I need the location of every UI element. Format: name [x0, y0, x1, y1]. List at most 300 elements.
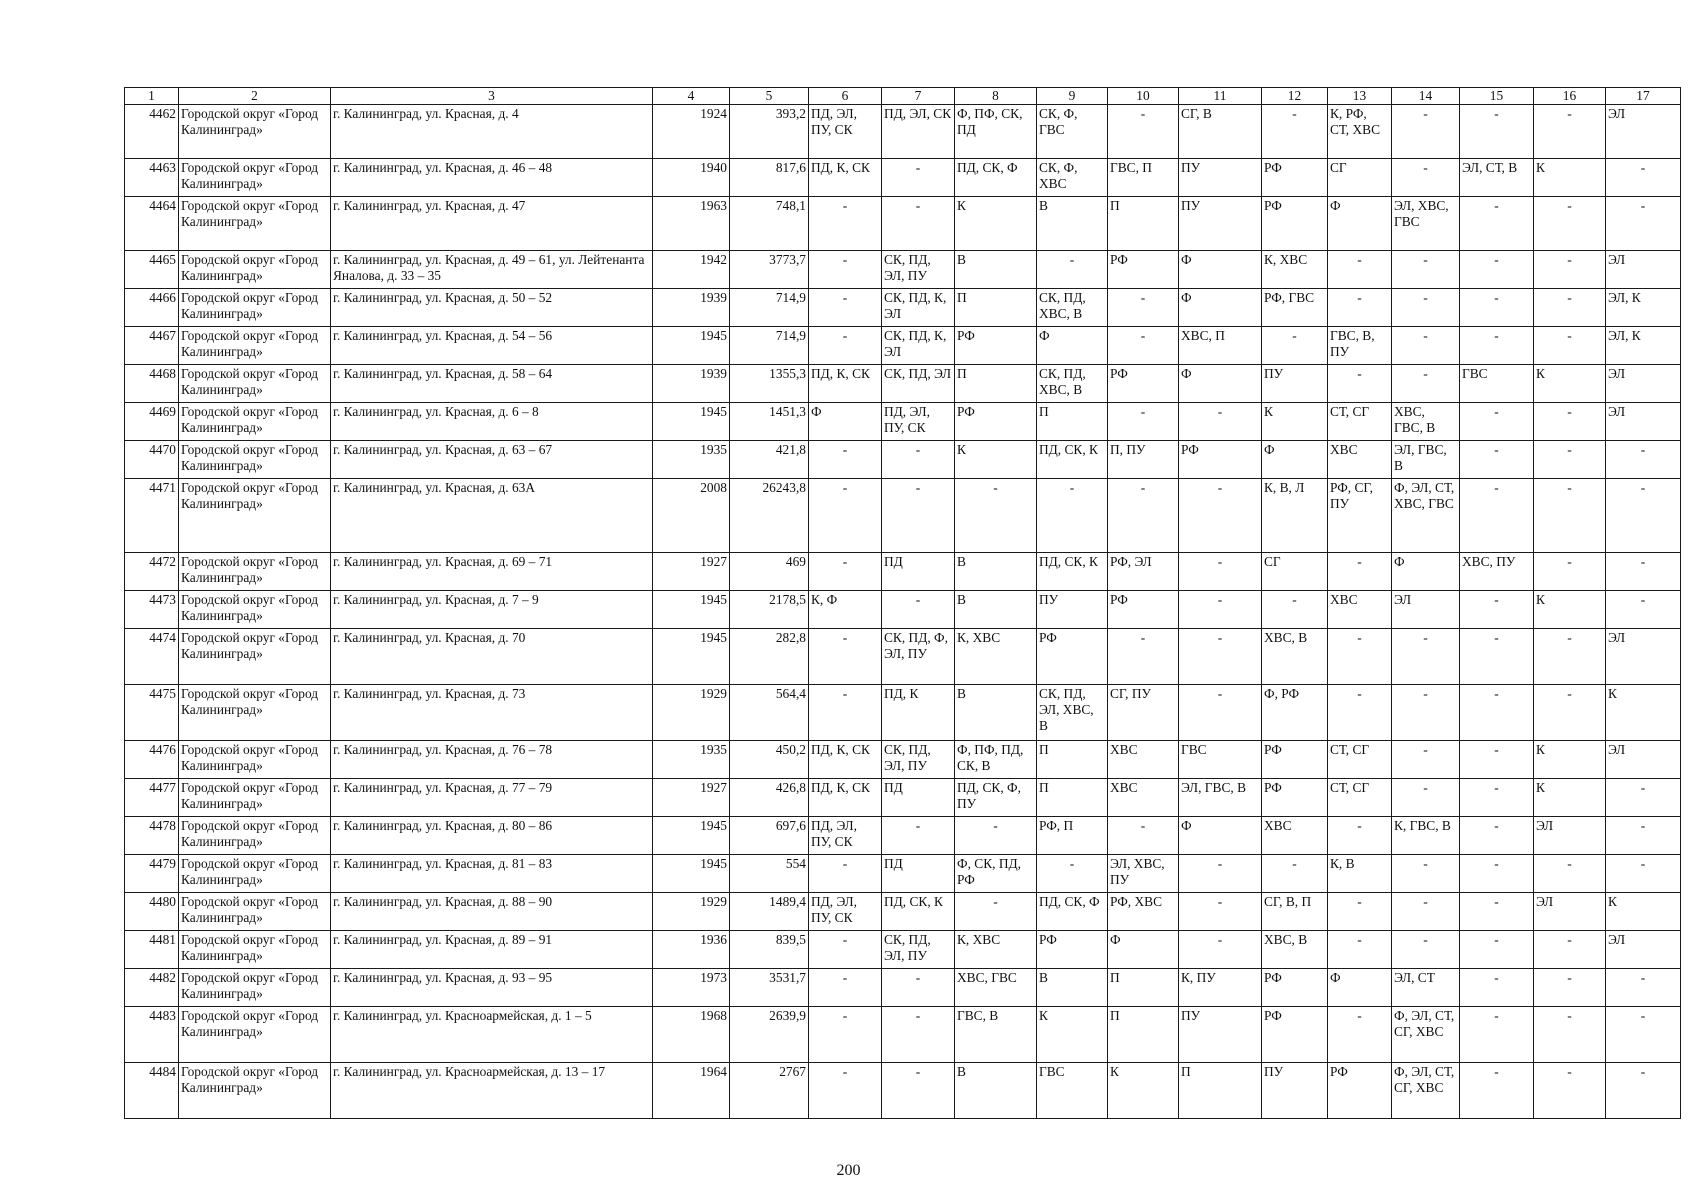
table-cell-col-15: - — [1460, 817, 1534, 855]
table-cell-col-7: - — [882, 1007, 955, 1063]
table-cell-col-2: Городской округ «Город Калининград» — [179, 893, 331, 931]
col-header-4: 4 — [653, 88, 730, 105]
table-cell-col-4: 1940 — [653, 159, 730, 197]
table-row — [125, 969, 1681, 1007]
table-cell-col-10: ЭЛ, ХВС, ПУ — [1108, 855, 1179, 893]
table-cell-col-16: К — [1534, 365, 1606, 403]
table-cell-col-6: - — [809, 629, 882, 685]
table-cell-col-12: - — [1262, 855, 1328, 893]
table-cell-col-5: 2639,9 — [730, 1007, 809, 1063]
table-cell-col-7: СК, ПД, ЭЛ — [882, 365, 955, 403]
table-cell-col-7: ПД — [882, 553, 955, 591]
table-cell-col-8: В — [955, 1063, 1037, 1119]
table-cell-col-14: Ф, ЭЛ, СТ, СГ, ХВС — [1392, 1063, 1460, 1119]
table-cell-col-10: - — [1108, 289, 1179, 327]
table-cell-col-2: Городской округ «Город Калининград» — [179, 441, 331, 479]
table-cell-col-13: Ф — [1328, 197, 1392, 251]
table-cell-col-2: Городской округ «Город Калининград» — [179, 197, 331, 251]
table-cell-col-17: К — [1606, 893, 1681, 931]
table-cell-col-1: 4470 — [125, 441, 179, 479]
table-cell-col-10: ГВС, П — [1108, 159, 1179, 197]
table-cell-col-16: К — [1534, 741, 1606, 779]
table-cell-col-10: - — [1108, 327, 1179, 365]
table-cell-col-2: Городской округ «Город Калининград» — [179, 741, 331, 779]
table-cell-col-3: г. Калининград, ул. Красная, д. 54 – 56 — [331, 327, 653, 365]
table-cell-col-3: г. Калининград, ул. Красная, д. 89 – 91 — [331, 931, 653, 969]
table-cell-col-10: РФ — [1108, 251, 1179, 289]
table-cell-col-1: 4481 — [125, 931, 179, 969]
table-cell-col-17: ЭЛ — [1606, 105, 1681, 159]
table-cell-col-1: 4478 — [125, 817, 179, 855]
table-cell-col-6: - — [809, 251, 882, 289]
table-cell-col-17: ЭЛ — [1606, 931, 1681, 969]
table-cell-col-7: - — [882, 197, 955, 251]
table-cell-col-16: - — [1534, 1063, 1606, 1119]
table-cell-col-14: - — [1392, 365, 1460, 403]
table-row — [125, 855, 1681, 893]
col-header-2: 2 — [179, 88, 331, 105]
table-cell-col-8: В — [955, 685, 1037, 741]
table-cell-col-15: - — [1460, 629, 1534, 685]
table-cell-col-11: ГВС — [1179, 741, 1262, 779]
table-cell-col-3: г. Калининград, ул. Красная, д. 63А — [331, 479, 653, 553]
table-cell-col-8: К, ХВС — [955, 629, 1037, 685]
table-cell-col-9: РФ — [1037, 931, 1108, 969]
table-cell-col-12: ХВС, В — [1262, 931, 1328, 969]
table-cell-col-2: Городской округ «Город Калининград» — [179, 251, 331, 289]
col-header-10: 10 — [1108, 88, 1179, 105]
table-cell-col-13: - — [1328, 251, 1392, 289]
table-cell-col-1: 4482 — [125, 969, 179, 1007]
table-cell-col-15: ХВС, ПУ — [1460, 553, 1534, 591]
table-cell-col-8: ХВС, ГВС — [955, 969, 1037, 1007]
table-cell-col-12: ХВС — [1262, 817, 1328, 855]
table-cell-col-12: РФ — [1262, 969, 1328, 1007]
table-cell-col-10: - — [1108, 403, 1179, 441]
table-cell-col-10: - — [1108, 817, 1179, 855]
table-cell-col-5: 2178,5 — [730, 591, 809, 629]
table-cell-col-16: - — [1534, 1007, 1606, 1063]
table-cell-col-9: П — [1037, 741, 1108, 779]
table-row — [125, 629, 1681, 685]
table-cell-col-11: ЭЛ, ГВС, В — [1179, 779, 1262, 817]
table-cell-col-9: - — [1037, 855, 1108, 893]
table-cell-col-17: ЭЛ — [1606, 629, 1681, 685]
table-cell-col-9: СК, ПД, ХВС, В — [1037, 289, 1108, 327]
table-cell-col-2: Городской округ «Город Калининград» — [179, 159, 331, 197]
table-cell-col-12: РФ, ГВС — [1262, 289, 1328, 327]
table-cell-col-7: ПД — [882, 779, 955, 817]
table-cell-col-15: - — [1460, 685, 1534, 741]
table-cell-col-4: 1945 — [653, 591, 730, 629]
table-cell-col-14: К, ГВС, В — [1392, 817, 1460, 855]
table-cell-col-6: - — [809, 931, 882, 969]
table-cell-col-12: К, ХВС — [1262, 251, 1328, 289]
table-cell-col-14: - — [1392, 779, 1460, 817]
table-cell-col-15: - — [1460, 327, 1534, 365]
table-cell-col-8: РФ — [955, 403, 1037, 441]
table-cell-col-6: Ф — [809, 403, 882, 441]
table-cell-col-13: СТ, СГ — [1328, 741, 1392, 779]
table-cell-col-4: 1935 — [653, 741, 730, 779]
table-cell-col-17: - — [1606, 1063, 1681, 1119]
table-cell-col-11: - — [1179, 685, 1262, 741]
table-cell-col-7: СК, ПД, ЭЛ, ПУ — [882, 931, 955, 969]
table-cell-col-6: К, Ф — [809, 591, 882, 629]
table-cell-col-9: П — [1037, 779, 1108, 817]
table-cell-col-12: - — [1262, 327, 1328, 365]
col-header-14: 14 — [1392, 88, 1460, 105]
table-row — [125, 289, 1681, 327]
table-cell-col-11: РФ — [1179, 441, 1262, 479]
table-cell-col-11: - — [1179, 893, 1262, 931]
table-cell-col-5: 817,6 — [730, 159, 809, 197]
table-cell-col-2: Городской округ «Город Калининград» — [179, 1007, 331, 1063]
table-cell-col-17: - — [1606, 817, 1681, 855]
table-cell-col-2: Городской округ «Город Калининград» — [179, 553, 331, 591]
table-cell-col-13: РФ, СГ, ПУ — [1328, 479, 1392, 553]
table-cell-col-17: - — [1606, 855, 1681, 893]
table-cell-col-3: г. Калининград, ул. Красная, д. 7 – 9 — [331, 591, 653, 629]
table-cell-col-16: ЭЛ — [1534, 893, 1606, 931]
table-cell-col-6: ПД, ЭЛ, ПУ, СК — [809, 817, 882, 855]
table-cell-col-8: - — [955, 479, 1037, 553]
table-cell-col-15: - — [1460, 197, 1534, 251]
table-cell-col-1: 4471 — [125, 479, 179, 553]
table-cell-col-4: 1935 — [653, 441, 730, 479]
table-cell-col-8: Ф, ПФ, ПД, СК, В — [955, 741, 1037, 779]
table-cell-col-17: - — [1606, 159, 1681, 197]
table-cell-col-13: - — [1328, 1007, 1392, 1063]
table-cell-col-10: РФ — [1108, 591, 1179, 629]
table-cell-col-17: - — [1606, 479, 1681, 553]
table-row — [125, 159, 1681, 197]
table-cell-col-7: ПД, ЭЛ, ПУ, СК — [882, 403, 955, 441]
table-cell-col-8: Ф, ПФ, СК, ПД — [955, 105, 1037, 159]
table-cell-col-17: - — [1606, 969, 1681, 1007]
table-cell-col-12: ПУ — [1262, 365, 1328, 403]
table-cell-col-7: СК, ПД, К, ЭЛ — [882, 289, 955, 327]
table-cell-col-16: - — [1534, 441, 1606, 479]
table-cell-col-14: ЭЛ, ХВС, ГВС — [1392, 197, 1460, 251]
table-cell-col-12: Ф — [1262, 441, 1328, 479]
table-cell-col-4: 1939 — [653, 289, 730, 327]
table-cell-col-8: К, ХВС — [955, 931, 1037, 969]
table-cell-col-13: - — [1328, 931, 1392, 969]
table-cell-col-16: - — [1534, 251, 1606, 289]
table-row — [125, 327, 1681, 365]
table-cell-col-8: В — [955, 553, 1037, 591]
table-cell-col-1: 4463 — [125, 159, 179, 197]
table-cell-col-2: Городской округ «Город Калининград» — [179, 403, 331, 441]
col-header-8: 8 — [955, 88, 1037, 105]
table-cell-col-15: - — [1460, 1007, 1534, 1063]
table-cell-col-7: - — [882, 817, 955, 855]
table-cell-col-14: ЭЛ, СТ — [1392, 969, 1460, 1007]
table-cell-col-6: - — [809, 969, 882, 1007]
table-cell-col-6: - — [809, 1063, 882, 1119]
table-cell-col-16: К — [1534, 591, 1606, 629]
table-cell-col-14: Ф, ЭЛ, СТ, СГ, ХВС — [1392, 1007, 1460, 1063]
table-cell-col-4: 1927 — [653, 779, 730, 817]
table-cell-col-10: - — [1108, 105, 1179, 159]
table-row — [125, 1063, 1681, 1119]
table-cell-col-8: Ф, СК, ПД, РФ — [955, 855, 1037, 893]
table-cell-col-7: ПД, К — [882, 685, 955, 741]
table-cell-col-11: - — [1179, 553, 1262, 591]
col-header-7: 7 — [882, 88, 955, 105]
table-cell-col-14: Ф, ЭЛ, СТ, ХВС, ГВС — [1392, 479, 1460, 553]
table-cell-col-15: - — [1460, 741, 1534, 779]
table-cell-col-1: 4477 — [125, 779, 179, 817]
table-row — [125, 931, 1681, 969]
table-cell-col-14: - — [1392, 289, 1460, 327]
col-header-3: 3 — [331, 88, 653, 105]
table-cell-col-17: ЭЛ, К — [1606, 289, 1681, 327]
table-cell-col-17: - — [1606, 779, 1681, 817]
table-cell-col-16: - — [1534, 969, 1606, 1007]
table-cell-col-4: 1927 — [653, 553, 730, 591]
table-cell-col-3: г. Калининград, ул. Красноармейская, д. 1 – 5 — [331, 1007, 653, 1063]
table-cell-col-8: - — [955, 817, 1037, 855]
table-cell-col-4: 1936 — [653, 931, 730, 969]
table-cell-col-7: - — [882, 969, 955, 1007]
table-cell-col-9: СК, ПД, ЭЛ, ХВС, В — [1037, 685, 1108, 741]
table-cell-col-10: РФ — [1108, 365, 1179, 403]
table-cell-col-12: РФ — [1262, 779, 1328, 817]
table-cell-col-10: П — [1108, 1007, 1179, 1063]
table-cell-col-6: - — [809, 197, 882, 251]
table-cell-col-3: г. Калининград, ул. Красная, д. 81 – 83 — [331, 855, 653, 893]
table-cell-col-3: г. Калининград, ул. Красная, д. 70 — [331, 629, 653, 685]
table-cell-col-1: 4466 — [125, 289, 179, 327]
table-cell-col-1: 4476 — [125, 741, 179, 779]
table-cell-col-14: - — [1392, 105, 1460, 159]
table-cell-col-11: ХВС, П — [1179, 327, 1262, 365]
col-header-11: 11 — [1179, 88, 1262, 105]
table-cell-col-14: - — [1392, 685, 1460, 741]
table-cell-col-5: 26243,8 — [730, 479, 809, 553]
table-cell-col-10: П — [1108, 969, 1179, 1007]
table-cell-col-2: Городской округ «Город Калининград» — [179, 817, 331, 855]
table-cell-col-11: СГ, В — [1179, 105, 1262, 159]
table-cell-col-6: ПД, ЭЛ, ПУ, СК — [809, 105, 882, 159]
table-cell-col-4: 1945 — [653, 327, 730, 365]
table-cell-col-12: РФ — [1262, 159, 1328, 197]
table-cell-col-16: ЭЛ — [1534, 817, 1606, 855]
table-cell-col-17: ЭЛ — [1606, 251, 1681, 289]
table-cell-col-1: 4475 — [125, 685, 179, 741]
table-cell-col-2: Городской округ «Город Калининград» — [179, 629, 331, 685]
table-cell-col-13: - — [1328, 629, 1392, 685]
table-cell-col-11: - — [1179, 479, 1262, 553]
table-cell-col-4: 2008 — [653, 479, 730, 553]
table-row — [125, 685, 1681, 741]
table-cell-col-15: - — [1460, 855, 1534, 893]
table-cell-col-13: - — [1328, 817, 1392, 855]
table-cell-col-16: - — [1534, 685, 1606, 741]
table-cell-col-11: Ф — [1179, 365, 1262, 403]
table-cell-col-3: г. Калининград, ул. Красная, д. 93 – 95 — [331, 969, 653, 1007]
table-row — [125, 741, 1681, 779]
table-cell-col-15: - — [1460, 479, 1534, 553]
table-cell-col-5: 748,1 — [730, 197, 809, 251]
table-cell-col-12: - — [1262, 591, 1328, 629]
table-cell-col-12: Ф, РФ — [1262, 685, 1328, 741]
table-cell-col-16: - — [1534, 289, 1606, 327]
table-cell-col-4: 1973 — [653, 969, 730, 1007]
table-cell-col-14: Ф — [1392, 553, 1460, 591]
table-cell-col-10: Ф — [1108, 931, 1179, 969]
table-cell-col-17: ЭЛ — [1606, 741, 1681, 779]
table-cell-col-13: К, РФ, СТ, ХВС — [1328, 105, 1392, 159]
table-cell-col-6: - — [809, 479, 882, 553]
table-cell-col-4: 1929 — [653, 893, 730, 931]
table-cell-col-17: ЭЛ — [1606, 403, 1681, 441]
table-cell-col-10: П, ПУ — [1108, 441, 1179, 479]
table-cell-col-7: ПД, СК, К — [882, 893, 955, 931]
table-cell-col-5: 1355,3 — [730, 365, 809, 403]
table-cell-col-12: ХВС, В — [1262, 629, 1328, 685]
table-cell-col-6: ПД, К, СК — [809, 741, 882, 779]
table-cell-col-9: СК, Ф, ГВС — [1037, 105, 1108, 159]
table-row — [125, 441, 1681, 479]
table-row — [125, 553, 1681, 591]
table-cell-col-5: 697,6 — [730, 817, 809, 855]
table-cell-col-1: 4480 — [125, 893, 179, 931]
table-cell-col-4: 1963 — [653, 197, 730, 251]
table-cell-col-4: 1942 — [653, 251, 730, 289]
table-cell-col-1: 4484 — [125, 1063, 179, 1119]
table-cell-col-13: ХВС — [1328, 591, 1392, 629]
table-cell-col-5: 450,2 — [730, 741, 809, 779]
table-cell-col-14: - — [1392, 251, 1460, 289]
table-cell-col-2: Городской округ «Город Калининград» — [179, 591, 331, 629]
table-cell-col-14: ЭЛ — [1392, 591, 1460, 629]
table-cell-col-9: СК, ПД, ХВС, В — [1037, 365, 1108, 403]
table-cell-col-15: - — [1460, 931, 1534, 969]
table-cell-col-3: г. Калининград, ул. Красная, д. 76 – 78 — [331, 741, 653, 779]
table-cell-col-7: - — [882, 479, 955, 553]
table-cell-col-9: К — [1037, 1007, 1108, 1063]
table-cell-col-1: 4479 — [125, 855, 179, 893]
table-cell-col-4: 1939 — [653, 365, 730, 403]
table-cell-col-2: Городской округ «Город Калининград» — [179, 931, 331, 969]
table-cell-col-3: г. Калининград, ул. Красная, д. 46 – 48 — [331, 159, 653, 197]
table-cell-col-3: г. Калининград, ул. Красная, д. 58 – 64 — [331, 365, 653, 403]
col-header-15: 15 — [1460, 88, 1534, 105]
table-cell-col-8: ГВС, В — [955, 1007, 1037, 1063]
table-row — [125, 251, 1681, 289]
table-cell-col-6: - — [809, 1007, 882, 1063]
table-cell-col-1: 4465 — [125, 251, 179, 289]
table-cell-col-1: 4472 — [125, 553, 179, 591]
table-cell-col-3: г. Калининград, ул. Красная, д. 4 — [331, 105, 653, 159]
table-cell-col-2: Городской округ «Город Калининград» — [179, 327, 331, 365]
table-cell-col-11: ПУ — [1179, 197, 1262, 251]
table-cell-col-4: 1945 — [653, 817, 730, 855]
table-cell-col-8: ПД, СК, Ф — [955, 159, 1037, 197]
table-cell-col-1: 4469 — [125, 403, 179, 441]
table-cell-col-9: П — [1037, 403, 1108, 441]
table-cell-col-3: г. Калининград, ул. Красная, д. 77 – 79 — [331, 779, 653, 817]
table-cell-col-16: - — [1534, 553, 1606, 591]
table-cell-col-14: - — [1392, 159, 1460, 197]
table-cell-col-9: РФ — [1037, 629, 1108, 685]
table-cell-col-17: - — [1606, 441, 1681, 479]
table-cell-col-5: 3773,7 — [730, 251, 809, 289]
table-cell-col-9: ПУ — [1037, 591, 1108, 629]
table-cell-col-15: - — [1460, 441, 1534, 479]
table-cell-col-13: ГВС, В, ПУ — [1328, 327, 1392, 365]
table-cell-col-2: Городской округ «Город Калининград» — [179, 1063, 331, 1119]
table-cell-col-9: ПД, СК, К — [1037, 553, 1108, 591]
table-cell-col-2: Городской округ «Город Калининград» — [179, 855, 331, 893]
table-cell-col-5: 2767 — [730, 1063, 809, 1119]
table-cell-col-8: П — [955, 289, 1037, 327]
page-number: 200 — [836, 1162, 861, 1179]
table-cell-col-7: ПД, ЭЛ, СК — [882, 105, 955, 159]
table-cell-col-17: - — [1606, 591, 1681, 629]
table-cell-col-15: - — [1460, 403, 1534, 441]
table-cell-col-2: Городской округ «Город Калининград» — [179, 479, 331, 553]
table-cell-col-15: ГВС — [1460, 365, 1534, 403]
table-cell-col-16: - — [1534, 403, 1606, 441]
table-cell-col-12: СГ, В, П — [1262, 893, 1328, 931]
table-cell-col-11: - — [1179, 403, 1262, 441]
table-cell-col-16: К — [1534, 159, 1606, 197]
table-cell-col-8: К — [955, 197, 1037, 251]
table-row — [125, 197, 1681, 251]
table-cell-col-13: К, В — [1328, 855, 1392, 893]
data-table — [124, 87, 1681, 1119]
table-cell-col-16: К — [1534, 779, 1606, 817]
table-cell-col-3: г. Калининград, ул. Красная, д. 73 — [331, 685, 653, 741]
table-cell-col-15: - — [1460, 1063, 1534, 1119]
table-cell-col-13: - — [1328, 893, 1392, 931]
table-cell-col-13: СТ, СГ — [1328, 403, 1392, 441]
table-cell-col-9: В — [1037, 969, 1108, 1007]
table-cell-col-11: П — [1179, 1063, 1262, 1119]
table-row — [125, 779, 1681, 817]
table-cell-col-2: Городской округ «Город Калининград» — [179, 685, 331, 741]
table-cell-col-8: РФ — [955, 327, 1037, 365]
table-cell-col-10: К — [1108, 1063, 1179, 1119]
table-cell-col-17: ЭЛ, К — [1606, 327, 1681, 365]
table-cell-col-5: 1451,3 — [730, 403, 809, 441]
table-cell-col-7: - — [882, 1063, 955, 1119]
table-cell-col-5: 714,9 — [730, 289, 809, 327]
table-body — [125, 105, 1681, 1119]
table-cell-col-9: ГВС — [1037, 1063, 1108, 1119]
table-cell-col-7: СК, ПД, ЭЛ, ПУ — [882, 251, 955, 289]
table-cell-col-12: РФ — [1262, 1007, 1328, 1063]
table-cell-col-1: 4462 — [125, 105, 179, 159]
table-cell-col-13: - — [1328, 365, 1392, 403]
table-cell-col-15: - — [1460, 251, 1534, 289]
table-cell-col-8: - — [955, 893, 1037, 931]
table-cell-col-16: - — [1534, 629, 1606, 685]
table-cell-col-6: ПД, К, СК — [809, 159, 882, 197]
table-cell-col-11: ПУ — [1179, 1007, 1262, 1063]
table-cell-col-6: - — [809, 553, 882, 591]
table-cell-col-15: - — [1460, 591, 1534, 629]
table-cell-col-6: ПД, ЭЛ, ПУ, СК — [809, 893, 882, 931]
table-cell-col-4: 1945 — [653, 403, 730, 441]
table-cell-col-1: 4467 — [125, 327, 179, 365]
col-header-16: 16 — [1534, 88, 1606, 105]
table-cell-col-14: - — [1392, 629, 1460, 685]
